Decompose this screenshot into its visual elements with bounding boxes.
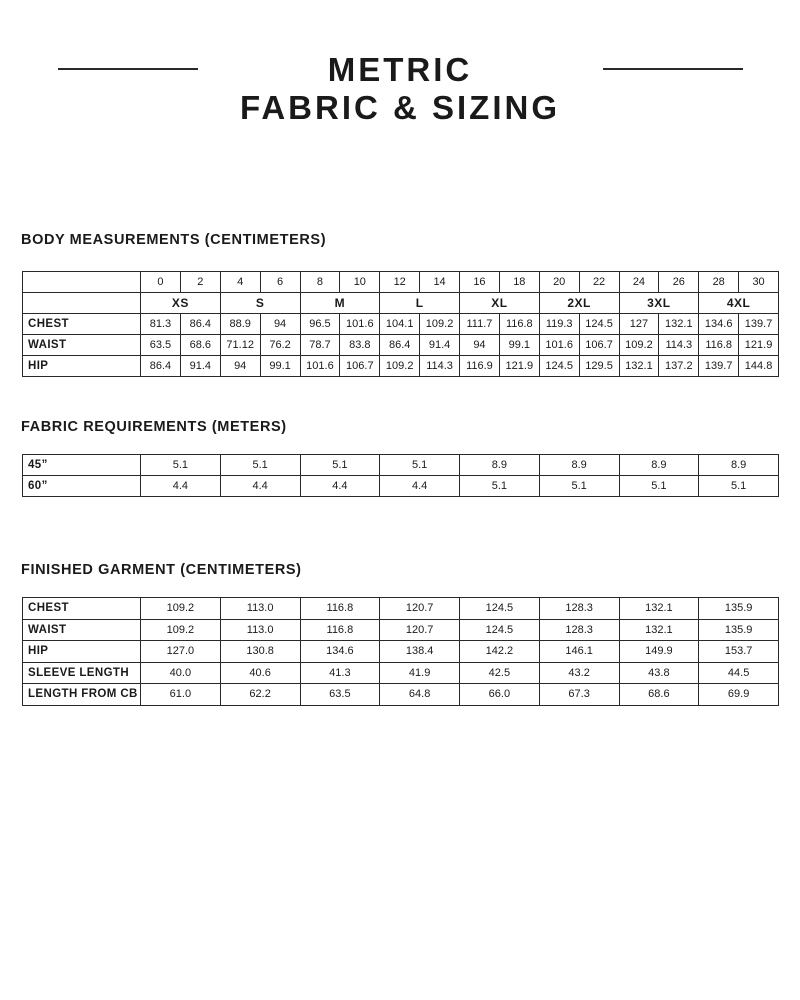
- numeric-size-row: [23, 272, 779, 293]
- value-cell: 5.1: [539, 476, 619, 497]
- letter-size-cell: XL: [460, 293, 540, 314]
- value-cell: 132.1: [659, 314, 699, 335]
- numeric-size-cell: 10: [340, 272, 380, 293]
- numeric-size-cell: 16: [460, 272, 500, 293]
- value-cell: 135.9: [699, 619, 779, 641]
- value-cell: 5.1: [300, 455, 380, 476]
- value-cell: 128.3: [539, 619, 619, 641]
- page-title-line1: METRIC: [327, 51, 473, 88]
- value-cell: 109.2: [141, 598, 221, 620]
- value-cell: 101.6: [300, 356, 340, 377]
- numeric-size-cell: 14: [420, 272, 460, 293]
- value-cell: 86.4: [180, 314, 220, 335]
- row-label: SLEEVE LENGTH: [23, 662, 141, 684]
- value-cell: 119.3: [539, 314, 579, 335]
- value-cell: 109.2: [141, 619, 221, 641]
- value-cell: 86.4: [141, 356, 181, 377]
- value-cell: 4.4: [300, 476, 380, 497]
- value-cell: 113.0: [220, 598, 300, 620]
- table-row: [23, 356, 779, 377]
- value-cell: 120.7: [380, 598, 460, 620]
- value-cell: 113.0: [220, 619, 300, 641]
- value-cell: 114.3: [659, 335, 699, 356]
- value-cell: 139.7: [699, 356, 739, 377]
- value-cell: 40.6: [220, 662, 300, 684]
- value-cell: 144.8: [739, 356, 779, 377]
- numeric-size-cell: 8: [300, 272, 340, 293]
- value-cell: 121.9: [499, 356, 539, 377]
- value-cell: 5.1: [699, 476, 779, 497]
- value-cell: 66.0: [460, 684, 540, 706]
- section-title-finished-garment: FINISHED GARMENT (CENTIMETERS): [21, 562, 302, 578]
- numeric-size-cell: 24: [619, 272, 659, 293]
- value-cell: 91.4: [420, 335, 460, 356]
- value-cell: 139.7: [739, 314, 779, 335]
- value-cell: 124.5: [460, 598, 540, 620]
- value-cell: 8.9: [539, 455, 619, 476]
- value-cell: 5.1: [220, 455, 300, 476]
- value-cell: 4.4: [141, 476, 221, 497]
- value-cell: 134.6: [300, 641, 380, 663]
- value-cell: 67.3: [539, 684, 619, 706]
- value-cell: 71.12: [220, 335, 260, 356]
- value-cell: 109.2: [380, 356, 420, 377]
- value-cell: 91.4: [180, 356, 220, 377]
- value-cell: 116.8: [300, 598, 380, 620]
- numeric-size-cell: 20: [539, 272, 579, 293]
- value-cell: 109.2: [420, 314, 460, 335]
- letter-size-row: [23, 293, 779, 314]
- value-cell: 137.2: [659, 356, 699, 377]
- value-cell: 42.5: [460, 662, 540, 684]
- finished-garment-table: [22, 597, 779, 706]
- value-cell: 153.7: [699, 641, 779, 663]
- table-row: [23, 684, 779, 706]
- value-cell: 99.1: [260, 356, 300, 377]
- table-row: [23, 662, 779, 684]
- row-label: WAIST: [23, 335, 141, 356]
- table-row: [23, 641, 779, 663]
- value-cell: 132.1: [619, 598, 699, 620]
- value-cell: 41.3: [300, 662, 380, 684]
- value-cell: 116.9: [460, 356, 500, 377]
- value-cell: 116.8: [699, 335, 739, 356]
- row-label: WAIST: [23, 619, 141, 641]
- numeric-size-cell: 18: [499, 272, 539, 293]
- value-cell: 138.4: [380, 641, 460, 663]
- value-cell: 121.9: [739, 335, 779, 356]
- value-cell: 99.1: [499, 335, 539, 356]
- value-cell: 109.2: [619, 335, 659, 356]
- row-label: CHEST: [23, 314, 141, 335]
- corner-cell: [23, 272, 141, 293]
- value-cell: 40.0: [141, 662, 221, 684]
- value-cell: 94: [260, 314, 300, 335]
- value-cell: 68.6: [180, 335, 220, 356]
- value-cell: 8.9: [460, 455, 540, 476]
- numeric-size-cell: 26: [659, 272, 699, 293]
- value-cell: 68.6: [619, 684, 699, 706]
- value-cell: 104.1: [380, 314, 420, 335]
- value-cell: 83.8: [340, 335, 380, 356]
- table-row: [23, 598, 779, 620]
- value-cell: 5.1: [380, 455, 460, 476]
- value-cell: 134.6: [699, 314, 739, 335]
- value-cell: 135.9: [699, 598, 779, 620]
- value-cell: 64.8: [380, 684, 460, 706]
- row-label: HIP: [23, 641, 141, 663]
- section-title-body-measurements: BODY MEASUREMENTS (CENTIMETERS): [21, 232, 327, 248]
- letter-size-cell: S: [220, 293, 300, 314]
- value-cell: 8.9: [619, 455, 699, 476]
- table-row: [23, 314, 779, 335]
- value-cell: 41.9: [380, 662, 460, 684]
- value-cell: 8.9: [699, 455, 779, 476]
- value-cell: 127.0: [141, 641, 221, 663]
- value-cell: 128.3: [539, 598, 619, 620]
- table-row: [23, 619, 779, 641]
- value-cell: 44.5: [699, 662, 779, 684]
- value-cell: 106.7: [340, 356, 380, 377]
- value-cell: 81.3: [141, 314, 181, 335]
- numeric-size-cell: 2: [180, 272, 220, 293]
- value-cell: 116.8: [499, 314, 539, 335]
- value-cell: 4.4: [220, 476, 300, 497]
- value-cell: 5.1: [460, 476, 540, 497]
- value-cell: 120.7: [380, 619, 460, 641]
- value-cell: 142.2: [460, 641, 540, 663]
- table-row: [23, 335, 779, 356]
- row-label: HIP: [23, 356, 141, 377]
- table-row: [23, 455, 779, 476]
- value-cell: 63.5: [300, 684, 380, 706]
- numeric-size-cell: 22: [579, 272, 619, 293]
- value-cell: 111.7: [460, 314, 500, 335]
- value-cell: 124.5: [460, 619, 540, 641]
- letter-size-cell: L: [380, 293, 460, 314]
- page-title-line2: FABRIC & SIZING: [239, 89, 560, 126]
- letter-size-cell: 4XL: [699, 293, 779, 314]
- numeric-size-cell: 28: [699, 272, 739, 293]
- value-cell: 114.3: [420, 356, 460, 377]
- value-cell: 61.0: [141, 684, 221, 706]
- value-cell: 78.7: [300, 335, 340, 356]
- row-label: 60”: [23, 476, 141, 497]
- value-cell: 76.2: [260, 335, 300, 356]
- value-cell: 124.5: [579, 314, 619, 335]
- numeric-size-cell: 4: [220, 272, 260, 293]
- corner-cell: [23, 293, 141, 314]
- letter-size-cell: XS: [141, 293, 221, 314]
- value-cell: 106.7: [579, 335, 619, 356]
- value-cell: 132.1: [619, 619, 699, 641]
- letter-size-cell: 3XL: [619, 293, 699, 314]
- value-cell: 94: [220, 356, 260, 377]
- fabric-requirements-table: [22, 454, 779, 497]
- value-cell: 116.8: [300, 619, 380, 641]
- row-label: CHEST: [23, 598, 141, 620]
- body-measurements-table: [22, 271, 779, 377]
- letter-size-cell: 2XL: [539, 293, 619, 314]
- numeric-size-cell: 30: [739, 272, 779, 293]
- row-label: 45”: [23, 455, 141, 476]
- value-cell: 132.1: [619, 356, 659, 377]
- value-cell: 5.1: [619, 476, 699, 497]
- value-cell: 5.1: [141, 455, 221, 476]
- value-cell: 149.9: [619, 641, 699, 663]
- value-cell: 124.5: [539, 356, 579, 377]
- row-label: LENGTH FROM CB: [23, 684, 141, 706]
- value-cell: 101.6: [340, 314, 380, 335]
- value-cell: 86.4: [380, 335, 420, 356]
- value-cell: 69.9: [699, 684, 779, 706]
- letter-size-cell: M: [300, 293, 380, 314]
- value-cell: 96.5: [300, 314, 340, 335]
- value-cell: 43.8: [619, 662, 699, 684]
- value-cell: 63.5: [141, 335, 181, 356]
- value-cell: 43.2: [539, 662, 619, 684]
- numeric-size-cell: 12: [380, 272, 420, 293]
- value-cell: 94: [460, 335, 500, 356]
- value-cell: 101.6: [539, 335, 579, 356]
- section-title-fabric-requirements: FABRIC REQUIREMENTS (METERS): [21, 419, 287, 435]
- value-cell: 4.4: [380, 476, 460, 497]
- value-cell: 88.9: [220, 314, 260, 335]
- value-cell: 146.1: [539, 641, 619, 663]
- table-row: [23, 476, 779, 497]
- value-cell: 62.2: [220, 684, 300, 706]
- value-cell: 129.5: [579, 356, 619, 377]
- value-cell: 130.8: [220, 641, 300, 663]
- value-cell: 127: [619, 314, 659, 335]
- numeric-size-cell: 0: [141, 272, 181, 293]
- numeric-size-cell: 6: [260, 272, 300, 293]
